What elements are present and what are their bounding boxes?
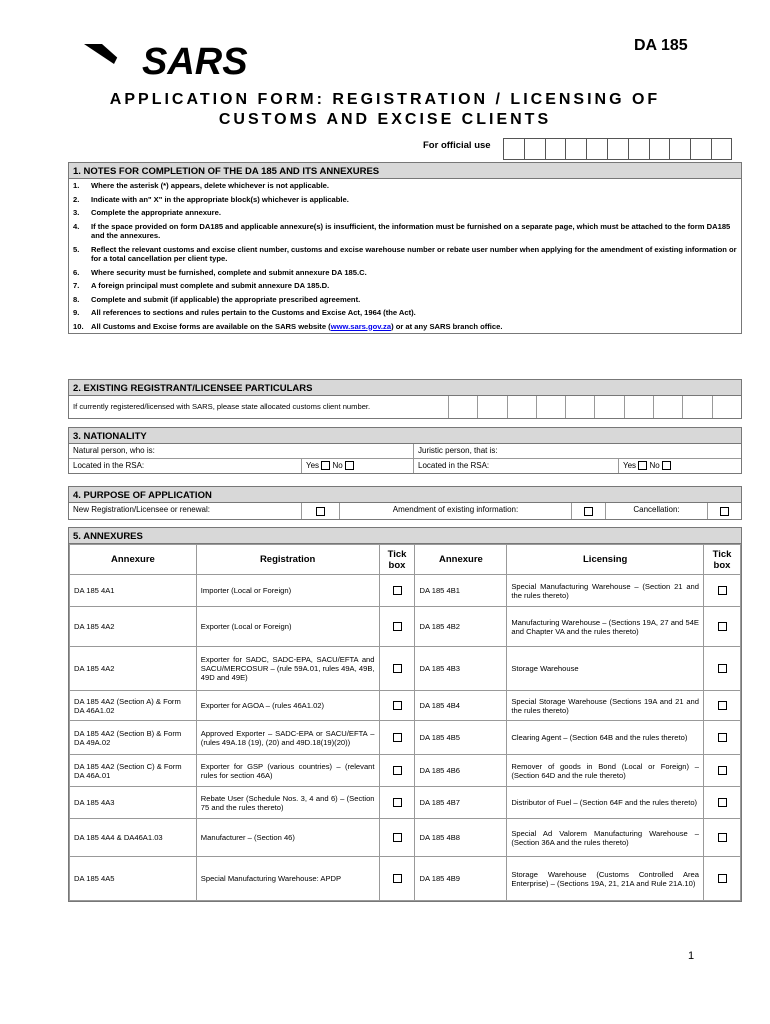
yes-checkbox[interactable] bbox=[321, 461, 330, 470]
licensing-tick-checkbox[interactable] bbox=[718, 622, 727, 631]
licensing-annexure-code: DA 185 4B8 bbox=[415, 819, 507, 857]
yes-label: Yes bbox=[623, 461, 637, 470]
licensing-description: Storage Warehouse (Customs Controlled Area Enterprise) – (Sections 19A, 21, 21A and Rule 21A.10) bbox=[507, 857, 704, 901]
licensing-tick bbox=[704, 691, 741, 721]
section-nationality bbox=[68, 427, 742, 474]
client-number-box[interactable] bbox=[478, 396, 507, 418]
annexure-code: DA 185 4A5 bbox=[70, 857, 197, 901]
annexures-table bbox=[69, 544, 741, 901]
licensing-annexure-code: DA 185 4B5 bbox=[415, 721, 507, 755]
registration-description: Exporter for SADC, SADC-EPA, SACU/EFTA and SACU/MERCOSUR – (rule 59A.01, rules 49A, 49B, 49D and 49E) bbox=[196, 647, 379, 691]
licensing-tick bbox=[704, 787, 741, 819]
note-number: 9. bbox=[73, 308, 80, 317]
registration-tick bbox=[379, 607, 415, 647]
registration-description: Rebate User (Schedule Nos. 3, 4 and 6) – (Section 75 and the rules thereto) bbox=[196, 787, 379, 819]
official-use-box bbox=[690, 138, 711, 160]
no-checkbox[interactable] bbox=[662, 461, 671, 470]
note-item bbox=[69, 179, 741, 193]
registration-tick bbox=[379, 647, 415, 691]
note-item bbox=[69, 266, 741, 280]
annexure-row bbox=[70, 819, 741, 857]
registration-tick-checkbox[interactable] bbox=[393, 664, 402, 673]
official-use-box bbox=[628, 138, 649, 160]
section-4-heading: 4. PURPOSE OF APPLICATION bbox=[69, 487, 741, 503]
annexure-code: DA 185 4A2 (Section A) & Form DA 46A1.02 bbox=[70, 691, 197, 721]
licensing-description: Special Storage Warehouse (Sections 19A and 21 and the rules thereto) bbox=[507, 691, 704, 721]
official-use-box bbox=[586, 138, 607, 160]
licensing-tick-checkbox[interactable] bbox=[718, 664, 727, 673]
amendment-label: Amendment of existing information: bbox=[340, 503, 572, 519]
registration-tick bbox=[379, 787, 415, 819]
licensing-tick-checkbox[interactable] bbox=[718, 798, 727, 807]
annexure-row bbox=[70, 575, 741, 607]
no-checkbox[interactable] bbox=[345, 461, 354, 470]
licensing-tick-checkbox[interactable] bbox=[718, 874, 727, 883]
amendment-tick bbox=[572, 503, 606, 519]
note-text: Indicate with an" X" in the appropriate block(s) whichever is applicable. bbox=[91, 194, 349, 204]
registration-tick-checkbox[interactable] bbox=[393, 586, 402, 595]
section-annexures bbox=[68, 527, 742, 902]
registration-tick bbox=[379, 755, 415, 787]
licensing-description: Manufacturing Warehouse – (Sections 19A, 27 and 54E and Chapter VA and the rules thereto) bbox=[507, 607, 704, 647]
purpose-row bbox=[69, 503, 741, 519]
note-number: 8. bbox=[73, 294, 80, 304]
page-number: 1 bbox=[688, 950, 695, 962]
registration-tick bbox=[379, 691, 415, 721]
note-item bbox=[69, 220, 741, 243]
col-tick: Tick box bbox=[379, 545, 415, 575]
form-number: DA 185 bbox=[634, 37, 688, 54]
registration-tick-checkbox[interactable] bbox=[393, 766, 402, 775]
cancellation-checkbox[interactable] bbox=[720, 507, 729, 516]
licensing-tick-checkbox[interactable] bbox=[718, 701, 727, 710]
natural-person-label: Natural person, who is: bbox=[69, 444, 414, 458]
cancellation-tick bbox=[708, 503, 741, 519]
official-use-box bbox=[669, 138, 690, 160]
form-title bbox=[60, 90, 710, 130]
client-number-box[interactable] bbox=[449, 396, 478, 418]
annexure-row bbox=[70, 787, 741, 819]
licensing-description: Special Ad Valorem Manufacturing Warehouse – (Section 36A and the rules thereto) bbox=[507, 819, 704, 857]
official-use-block bbox=[423, 138, 743, 160]
note-item bbox=[69, 306, 741, 320]
licensing-tick bbox=[704, 721, 741, 755]
registration-tick-checkbox[interactable] bbox=[393, 798, 402, 807]
note-number: 2. bbox=[73, 194, 80, 204]
official-use-label: For official use bbox=[423, 140, 491, 151]
registration-description: Manufacturer – (Section 46) bbox=[196, 819, 379, 857]
annexure-row bbox=[70, 721, 741, 755]
note-text: Complete and submit (if applicable) the appropriate prescribed agreement. bbox=[91, 294, 361, 304]
note-number: 7. bbox=[73, 281, 80, 290]
note10-post: ) or at any SARS branch office. bbox=[391, 321, 503, 331]
section-3-heading: 3. NATIONALITY bbox=[69, 428, 741, 444]
annexure-code: DA 185 4A1 bbox=[70, 575, 197, 607]
section-2-heading: 2. EXISTING REGISTRANT/LICENSEE PARTICULARS bbox=[69, 380, 741, 396]
col-tick-2: Tick box bbox=[704, 545, 741, 575]
annexures-header-row bbox=[70, 545, 741, 575]
official-use-boxes bbox=[503, 138, 732, 160]
licensing-tick-checkbox[interactable] bbox=[718, 766, 727, 775]
client-number-box[interactable] bbox=[713, 396, 741, 418]
licensing-annexure-code: DA 185 4B3 bbox=[415, 647, 507, 691]
svg-text:SARS: SARS bbox=[142, 41, 248, 80]
licensing-description: Special Manufacturing Warehouse – (Section 21 and the rules thereto) bbox=[507, 575, 704, 607]
licensing-annexure-code: DA 185 4B7 bbox=[415, 787, 507, 819]
annexure-code: DA 185 4A2 bbox=[70, 647, 197, 691]
official-use-box bbox=[524, 138, 545, 160]
note-item bbox=[69, 193, 741, 207]
client-number-box[interactable] bbox=[537, 396, 566, 418]
licensing-tick-checkbox[interactable] bbox=[718, 833, 727, 842]
note-text: A foreign principal must complete and submit annexure DA 185.D. bbox=[91, 281, 330, 290]
registration-description: Exporter for GSP (various countries) – (relevant rules for section 46A) bbox=[196, 755, 379, 787]
new-registration-tick bbox=[302, 503, 340, 519]
col-annexure-2: Annexure bbox=[415, 545, 507, 575]
title-line-1: APPLICATION FORM: REGISTRATION / LICENSING OF bbox=[109, 91, 661, 108]
licensing-tick bbox=[704, 755, 741, 787]
notes-list-last bbox=[69, 320, 741, 334]
registration-tick-checkbox[interactable] bbox=[393, 622, 402, 631]
licensing-tick-checkbox[interactable] bbox=[718, 586, 727, 595]
note-item bbox=[69, 320, 741, 334]
registration-tick-checkbox[interactable] bbox=[393, 733, 402, 742]
section-5-heading: 5. ANNEXURES bbox=[69, 528, 741, 544]
note10-pre: All Customs and Excise forms are available on the SARS website ( bbox=[91, 321, 331, 331]
registration-description: Special Manufacturing Warehouse: APDP bbox=[196, 857, 379, 901]
note-number: 3. bbox=[73, 208, 80, 217]
registration-description: Exporter for AGOA – (rules 46A1.02) bbox=[196, 691, 379, 721]
section-purpose bbox=[68, 486, 742, 520]
section-notes bbox=[68, 162, 742, 334]
note-text: All references to sections and rules pertain to the Customs and Excise Act, 1964 (the Act). bbox=[91, 308, 416, 317]
client-number-box[interactable] bbox=[654, 396, 683, 418]
licensing-annexure-code: DA 185 4B2 bbox=[415, 607, 507, 647]
annexure-row bbox=[70, 647, 741, 691]
registration-tick-checkbox[interactable] bbox=[393, 701, 402, 710]
official-use-box bbox=[607, 138, 628, 160]
licensing-annexure-code: DA 185 4B6 bbox=[415, 755, 507, 787]
nationality-row-1 bbox=[69, 444, 741, 459]
new-registration-checkbox[interactable] bbox=[316, 507, 325, 516]
official-use-box bbox=[711, 138, 732, 160]
registration-tick bbox=[379, 857, 415, 901]
licensing-annexure-code: DA 185 4B4 bbox=[415, 691, 507, 721]
licensing-tick-checkbox[interactable] bbox=[718, 733, 727, 742]
no-label: No bbox=[649, 461, 660, 470]
registration-tick-checkbox[interactable] bbox=[393, 833, 402, 842]
licensing-tick bbox=[704, 857, 741, 901]
located-rsa-label-1: Located in the RSA: bbox=[69, 459, 302, 473]
col-registration: Registration bbox=[196, 545, 379, 575]
note-text: Reflect the relevant customs and excise client number, customs and excise warehouse number or rebate user number when applying for the amendment of existing information or for a total cancellation per client type. bbox=[91, 244, 737, 263]
new-registration-label: New Registration/Licensee or renewal: bbox=[69, 503, 302, 519]
annexure-code: DA 185 4A2 (Section B) & Form DA 49A.02 bbox=[70, 721, 197, 755]
annexures-body bbox=[70, 575, 741, 901]
licensing-tick bbox=[704, 819, 741, 857]
licensing-description: Remover of goods in Bond (Local or Foreign) – (Section 64D and the rule thereto) bbox=[507, 755, 704, 787]
note-item bbox=[69, 279, 741, 293]
licensing-tick bbox=[704, 607, 741, 647]
note-item bbox=[69, 293, 741, 307]
annexure-row bbox=[70, 755, 741, 787]
licensing-description: Distributor of Fuel – (Section 64F and the rules thereto) bbox=[507, 787, 704, 819]
yes-checkbox[interactable] bbox=[638, 461, 647, 470]
annexure-row bbox=[70, 607, 741, 647]
client-number-box[interactable] bbox=[595, 396, 624, 418]
annexure-row bbox=[70, 691, 741, 721]
note-text bbox=[91, 322, 502, 332]
juristic-person-label: Juristic person, that is: bbox=[418, 446, 498, 455]
licensing-description: Clearing Agent – (Section 64B and the rules thereto) bbox=[507, 721, 704, 755]
note-text: Where security must be furnished, complete and submit annexure DA 185.C. bbox=[91, 267, 367, 277]
note-text: Where the asterisk (*) appears, delete whichever is not applicable. bbox=[91, 181, 330, 190]
licensing-description: Storage Warehouse bbox=[507, 647, 704, 691]
licensing-tick bbox=[704, 575, 741, 607]
registration-description: Approved Exporter – SADC-EPA or SACU/EFTA – (rules 49A.18 (19), (20) and 49D.18(19)(20)) bbox=[196, 721, 379, 755]
official-use-box bbox=[649, 138, 670, 160]
annexure-row bbox=[70, 857, 741, 901]
registration-description: Exporter (Local or Foreign) bbox=[196, 607, 379, 647]
note-number: 1. bbox=[73, 181, 80, 190]
note-number: 4. bbox=[73, 221, 80, 231]
note-item bbox=[69, 206, 741, 220]
col-annexure: Annexure bbox=[70, 545, 197, 575]
annexure-code: DA 185 4A3 bbox=[70, 787, 197, 819]
registration-tick-checkbox[interactable] bbox=[393, 874, 402, 883]
juristic-yes-no bbox=[619, 459, 741, 473]
yes-label: Yes bbox=[306, 461, 320, 470]
annexure-code: DA 185 4A4 & DA46A1.03 bbox=[70, 819, 197, 857]
official-use-box bbox=[545, 138, 566, 160]
official-use-box bbox=[503, 138, 524, 160]
note-text: Complete the appropriate annexure. bbox=[91, 208, 221, 217]
col-licensing: Licensing bbox=[507, 545, 704, 575]
licensing-tick bbox=[704, 647, 741, 691]
cancellation-label: Cancellation: bbox=[606, 503, 708, 519]
client-number-box[interactable] bbox=[508, 396, 537, 418]
registration-tick bbox=[379, 575, 415, 607]
note-text: If the space provided on form DA185 and applicable annexure(s) is insufficient, the information must be furnished on a separate page, which must be attached to the form DA185 and the annexures. bbox=[91, 221, 731, 240]
natural-yes-no bbox=[302, 459, 414, 473]
no-label: No bbox=[332, 461, 343, 470]
note-number: 6. bbox=[73, 267, 80, 277]
section-existing bbox=[68, 379, 742, 419]
registration-tick bbox=[379, 819, 415, 857]
client-number-box[interactable] bbox=[683, 396, 712, 418]
note-number: 5. bbox=[73, 244, 80, 254]
located-rsa-label-2: Located in the RSA: bbox=[414, 459, 619, 473]
section-1-heading: 1. NOTES FOR COMPLETION OF THE DA 185 AND ITS ANNEXURES bbox=[69, 163, 741, 179]
note-number: 10. bbox=[73, 321, 84, 331]
client-number-box[interactable] bbox=[566, 396, 595, 418]
client-number-row bbox=[69, 396, 741, 418]
notes-list bbox=[69, 179, 741, 320]
official-use-box bbox=[565, 138, 586, 160]
amendment-checkbox[interactable] bbox=[584, 507, 593, 516]
client-number-label: If currently registered/licensed with SARS, please state allocated customs client number. bbox=[69, 396, 449, 418]
sars-website-link[interactable]: www.sars.gov.za bbox=[330, 321, 392, 331]
annexure-code: DA 185 4A2 (Section C) & Form DA 46A.01 bbox=[70, 755, 197, 787]
client-number-boxes bbox=[449, 396, 741, 418]
nationality-row-2 bbox=[69, 459, 741, 473]
registration-tick bbox=[379, 721, 415, 755]
client-number-box[interactable] bbox=[625, 396, 654, 418]
sars-logo bbox=[84, 38, 254, 80]
licensing-annexure-code: DA 185 4B1 bbox=[415, 575, 507, 607]
licensing-annexure-code: DA 185 4B9 bbox=[415, 857, 507, 901]
note-item bbox=[69, 243, 741, 266]
title-line-2: CUSTOMS AND EXCISE CLIENTS bbox=[218, 111, 552, 128]
annexure-code: DA 185 4A2 bbox=[70, 607, 197, 647]
registration-description: Importer (Local or Foreign) bbox=[196, 575, 379, 607]
